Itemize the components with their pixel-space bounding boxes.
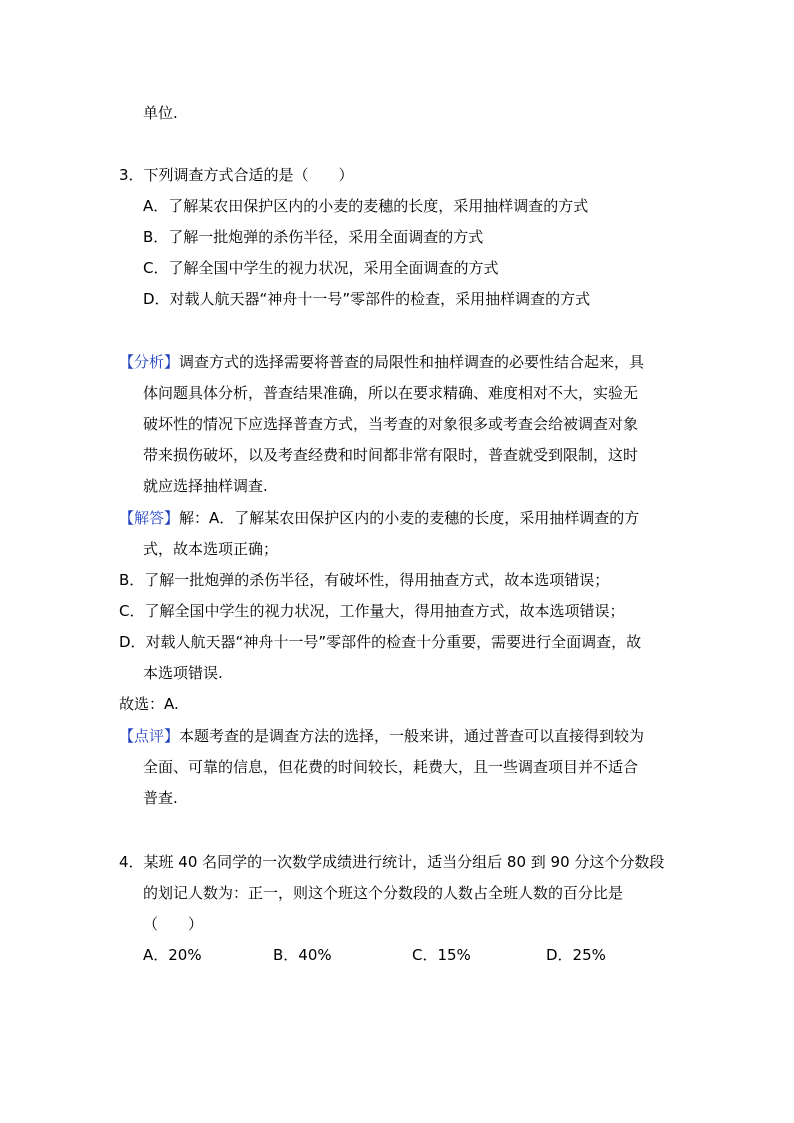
question-3-option-d: D．对载人航天器“神舟十一号”零部件的检查，采用抽样调查的方式 [143,290,591,308]
analysis-text: 调查方式的选择需要将普查的局限性和抽样调查的必要性结合起来，具 [179,353,645,371]
question-4-stem-line-1: 4．某班 40 名同学的一次数学成绩进行统计，适当分组后 80 到 90 分这个分数段 [119,853,665,871]
solution-line-1 [119,508,639,528]
question-4-option-d: D．25% [546,946,606,964]
comment-line-3: 普查. [143,789,178,807]
question-4-stem-line-2: 的划记人数为：正一，则这个班这个分数段的人数占全班人数的百分比是 [143,884,624,902]
solution-line-4: C．了解全国中学生的视力状况，工作量大，得用抽查方式，故本选项错误； [119,602,625,620]
question-4-option-c: C．15% [412,946,471,964]
analysis-tag: 【分析】 [119,353,180,371]
analysis-line-2: 体问题具体分析，普查结果准确，所以在要求精确、难度相对不大，实验无 [143,384,639,402]
solution-line-2: 式，故本选项正确； [143,540,279,558]
question-3-option-b: B．了解一批炮弹的杀伤半径，采用全面调查的方式 [143,228,484,246]
comment-text: 本题考查的是调查方法的选择，一般来讲，通过普查可以直接得到较为 [179,727,645,745]
solution-text: 解：A．了解某农田保护区内的小麦的麦穗的长度，采用抽样调查的方 [179,509,640,527]
solution-line-6: 本选项错误. [143,664,223,682]
solution-answer: 故选：A. [119,695,179,713]
comment-line-1 [119,726,644,746]
question-4-options [143,945,663,965]
question-3-option-a: A．了解某农田保护区内的小麦的麦穗的长度，采用抽样调查的方式 [143,197,589,215]
solution-line-3: B．了解一批炮弹的杀伤半径，有破坏性，得用抽查方式，故本选项错误； [119,571,610,589]
analysis-line-1 [119,352,644,372]
question-4-stem-line-3: （ ） [143,915,204,933]
solution-line-5: D．对载人航天器“神舟十一号”零部件的检查十分重要，需要进行全面调查，故 [119,633,642,651]
analysis-line-5: 就应选择抽样调查. [143,477,268,495]
comment-tag: 【点评】 [119,727,180,745]
question-3-stem: 3．下列调查方式合适的是（ ） [119,166,354,184]
previous-answer-tail: 单位. [143,104,178,122]
question-4-option-b: B．40% [273,946,332,964]
solution-tag: 【解答】 [119,509,180,527]
comment-line-2: 全面、可靠的信息，但花费的时间较长，耗费大，且一些调查项目并不适合 [143,758,639,776]
question-3-option-c: C．了解全国中学生的视力状况，采用全面调查的方式 [143,259,499,277]
analysis-line-4: 带来损伤破坏，以及考查经费和时间都非常有限时，普查就受到限制，这时 [143,446,639,464]
analysis-line-3: 破坏性的情况下应选择普查方式，当考查的对象很多或考查会给被调查对象 [143,415,639,433]
question-4-option-a: A．20% [143,946,202,964]
